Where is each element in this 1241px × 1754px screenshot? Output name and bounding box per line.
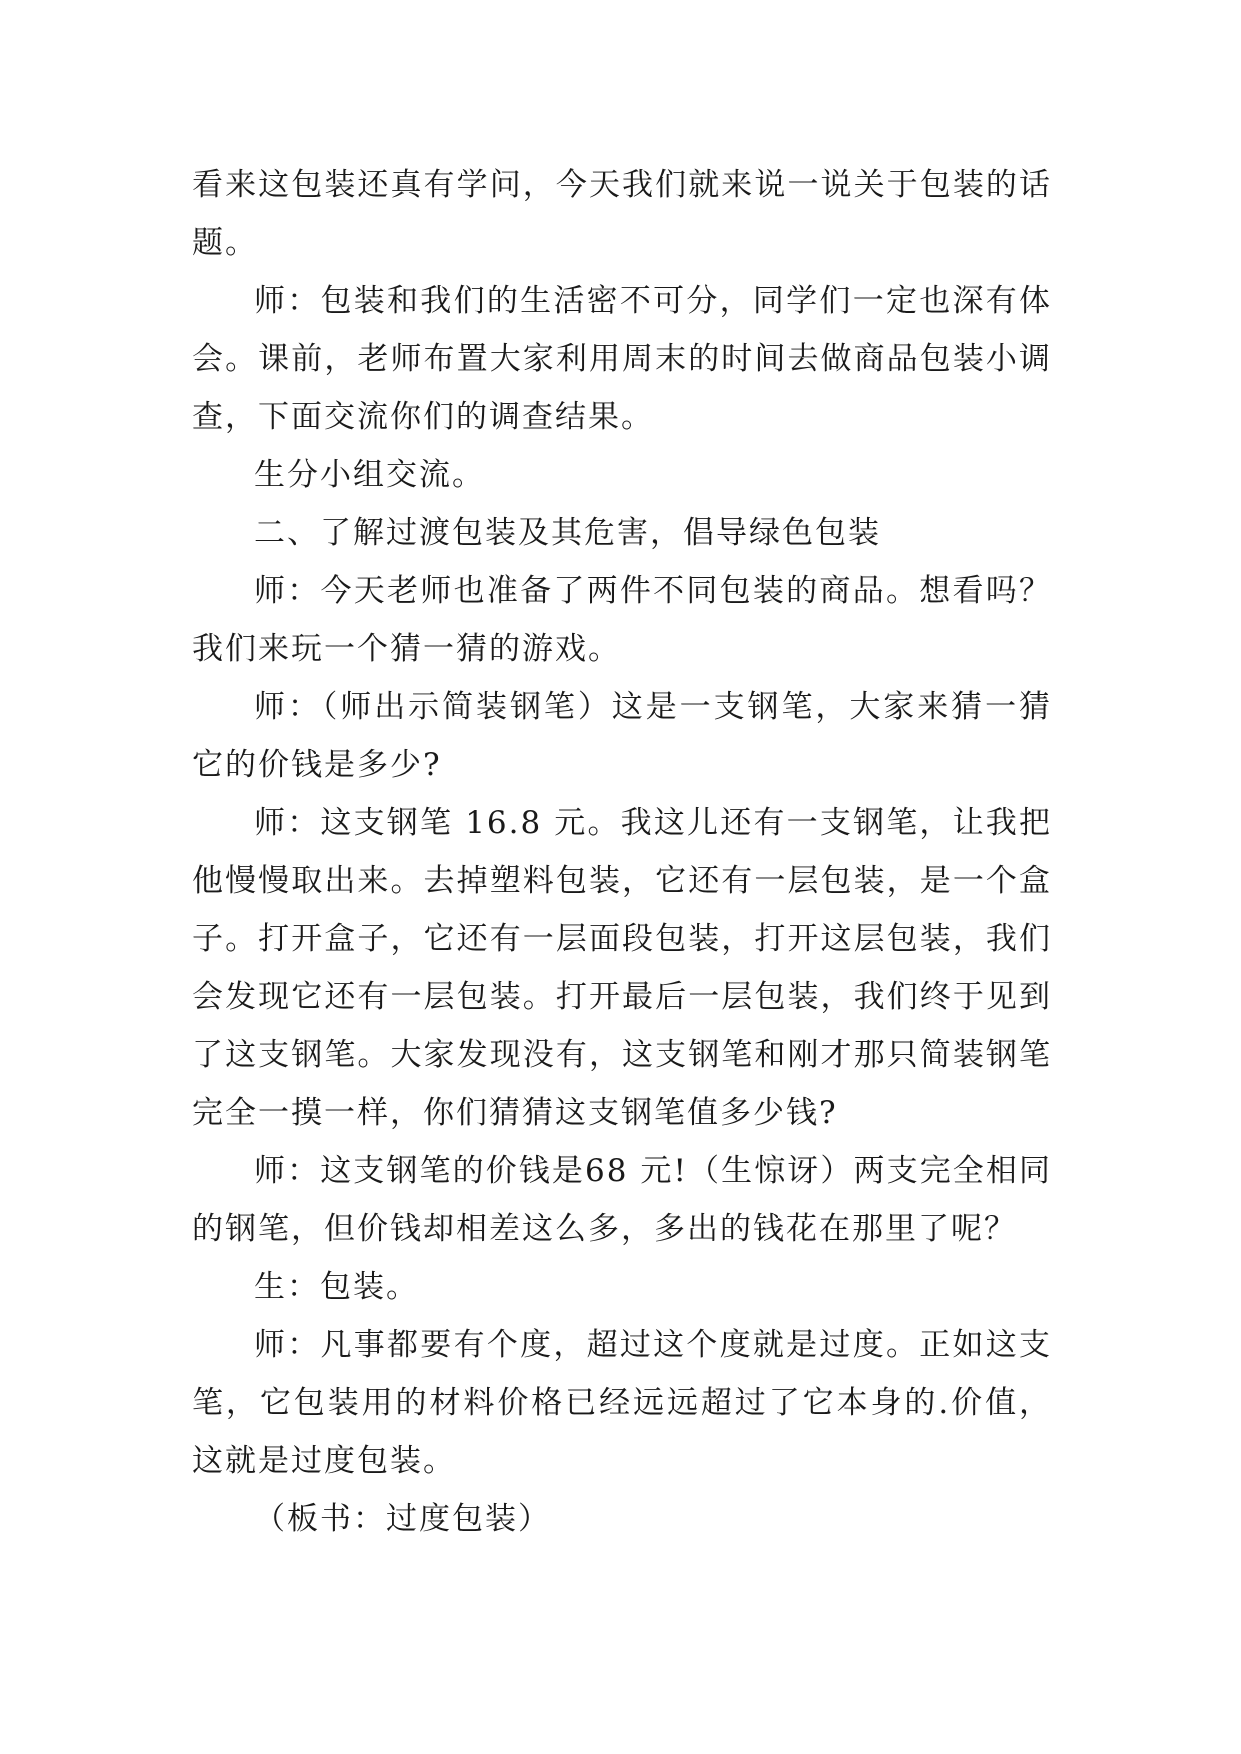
blackboard-note: （板书：过度包装）: [254, 1501, 551, 1537]
paragraph-8: 师：这支钢笔的价钱是68 元!（生惊讶）两支完全相同的钢笔，但价钱却相差这么多，多出的钱花在那里了呢？: [192, 1153, 1052, 1247]
paragraph-1: 看来这包装还真有学问，今天我们就来说一说关于包装的话题。: [192, 167, 1052, 261]
paragraph-7: 师：这支钢笔 16.8 元。我这儿还有一支钢笔，让我把他慢慢取出来。去掉塑料包装，它还有一层包装，是一个盒子。打开盒子，它还有一层面段包装，打开这层包装，我们会发现它还有一层包装。打开最后一层包装，我们终于见到了这支钢笔。大家发现没有，这支钢笔和刚才那只简装钢笔完全一摸一样，你们猜猜这支钢笔值多少钱?: [192, 805, 1052, 1131]
paragraph-3: 生分小组交流。: [254, 457, 485, 493]
section-heading: 二、了解过渡包装及其危害，倡导绿色包装: [254, 515, 881, 551]
paragraph-6: 师：（师出示简装钢笔）这是一支钢笔，大家来猜一猜它的价钱是多少?: [192, 689, 1052, 783]
paragraph-2: 师：包装和我们的生活密不可分，同学们一定也深有体会。课前，老师布置大家利用周末的时间去做商品包装小调查，下面交流你们的调查结果。: [192, 283, 1052, 435]
paragraph-9: 生：包装。: [254, 1269, 419, 1305]
paragraph-10: 师：凡事都要有个度，超过这个度就是过度。正如这支笔，它包装用的材料价格已经远远超过了它本身的.价值，这就是过度包装。: [192, 1327, 1052, 1479]
document-body: [192, 156, 1052, 1548]
paragraph-5: 师：今天老师也准备了两件不同包装的商品。想看吗？我们来玩一个猜一猜的游戏。: [192, 573, 1052, 667]
